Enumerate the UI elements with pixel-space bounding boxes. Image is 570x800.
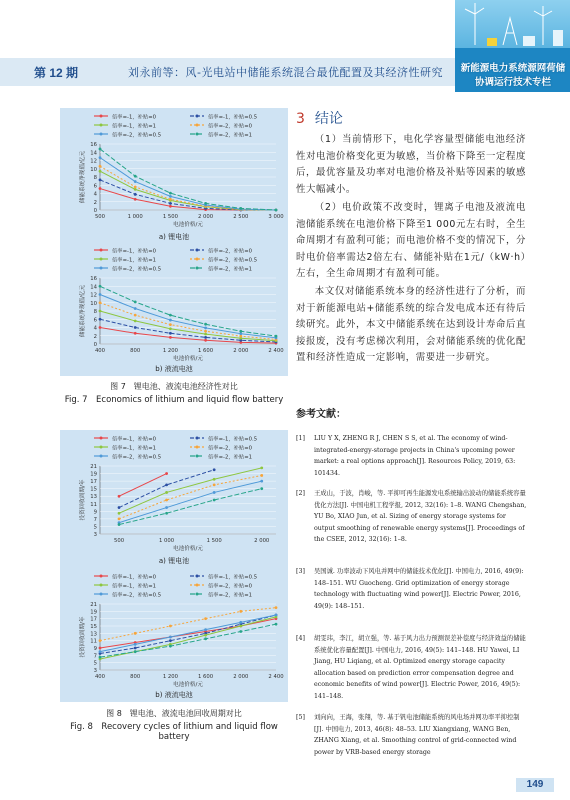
data-point (239, 335, 242, 338)
data-point (204, 327, 207, 330)
data-point (169, 636, 172, 639)
figure7a-label: a) 锂电池 (158, 233, 190, 241)
y-tick-label: 13 (90, 631, 97, 638)
x-tick-label: 400 (94, 348, 106, 354)
data-point (169, 323, 172, 326)
x-tick-label: 500 (94, 214, 106, 220)
y-tick-label: 8 (93, 309, 97, 315)
y-tick-label: 19 (90, 471, 97, 478)
legend-marker (196, 258, 199, 261)
data-point (213, 483, 216, 486)
x-tick-label: 2 500 (233, 214, 249, 220)
y-tick-label: 10 (90, 300, 97, 307)
legend-label: 倍率=-1，补贴=0 (112, 574, 157, 581)
legend-label: 倍率=-1，补贴=1 (112, 583, 157, 590)
paragraph-3: 本文仅对储能系统本身的经济性进行了分析，而对于新能源电站+储能系统的综合发电成本还有待后续研究。此外，本文中储能系统在达到设计寿命后直接报废，没有考虑梯次利用，会对储能系统的优化配置和经济性造成一定影响，需要进一步研究。 (296, 286, 526, 364)
data-point (134, 186, 137, 189)
y-axis-label: 投资回收周期/年 (80, 616, 86, 658)
legend-label: 倍率=-1，补贴=0.5 (208, 436, 258, 443)
data-point (169, 319, 172, 322)
y-tick-label: 21 (90, 464, 97, 470)
legend-label: 倍率=-1，补贴=1 (112, 257, 157, 264)
data-point (134, 175, 137, 178)
legend-marker (196, 267, 199, 270)
data-point (118, 495, 121, 498)
section-heading (296, 108, 343, 128)
x-axis-label: 电池价格/元 (173, 356, 203, 362)
x-tick-label: 800 (130, 348, 141, 354)
data-point (260, 487, 263, 490)
section-title: 结论 (314, 111, 343, 127)
reference-item (296, 566, 528, 612)
x-tick-label: 2 000 (198, 214, 214, 220)
legend-label: 倍率=-1，补贴=1 (112, 123, 157, 130)
legend-marker (100, 267, 103, 270)
y-tick-label: 0 (93, 342, 97, 348)
series-line (100, 286, 276, 336)
x-tick-label: 1 000 (127, 214, 143, 220)
data-point (213, 491, 216, 494)
data-point (99, 148, 102, 151)
data-point (134, 180, 137, 183)
data-point (275, 335, 278, 338)
references-heading: 参考文献： (296, 409, 346, 420)
figure8b-label: b) 液流电池 (155, 691, 193, 699)
x-tick-label: 1 000 (159, 538, 175, 544)
x-tick-label: 500 (113, 538, 125, 544)
data-point (99, 170, 102, 173)
data-point (239, 207, 242, 210)
x-tick-label: 1 600 (198, 348, 214, 354)
data-point (204, 336, 207, 339)
data-point (118, 517, 121, 520)
data-point (99, 318, 102, 321)
data-point (204, 202, 207, 205)
data-point (239, 621, 242, 624)
y-axis-label: 储能系统净现值/亿元 (80, 150, 86, 204)
series-line (119, 475, 262, 518)
legend-marker (100, 446, 103, 449)
legend-marker (196, 249, 199, 252)
data-point (213, 499, 216, 502)
data-point (134, 198, 137, 201)
y-tick-label: 3 (93, 532, 97, 538)
x-tick-label: 3 000 (268, 214, 284, 220)
y-tick-label: 11 (90, 638, 97, 645)
series-line (100, 617, 276, 659)
legend-label: 倍率=-1，补贴=0.5 (208, 114, 258, 121)
data-point (165, 512, 168, 515)
legend-label: 倍率=-2，补贴=0.5 (208, 257, 258, 264)
y-tick-label: 5 (93, 660, 97, 667)
figure8a-label: a) 锂电池 (158, 557, 190, 565)
legend-marker (100, 584, 103, 587)
legend-label: 倍率=-2，补贴=0.5 (112, 266, 162, 273)
y-tick-label: 21 (90, 602, 97, 608)
legend-marker (100, 133, 103, 136)
data-point (260, 480, 263, 483)
data-point (213, 478, 216, 481)
y-tick-label: 14 (90, 150, 97, 157)
data-point (239, 625, 242, 628)
reference-number: [3] (296, 568, 305, 575)
figure8-panel (60, 430, 288, 702)
legend-marker (100, 115, 103, 118)
x-tick-label: 2 000 (254, 538, 270, 544)
data-point (275, 209, 278, 212)
paragraph-2: （2）电价政策不改变时，锂离子电池及液流电池储能系统在电池价格下降至1 000元左右时，全生命周期才有盈利可能；而电池价格不变的情况下，分时电价倍率需达2倍左右、储能补贴在1元/（kW·h）左右，全生命周期才有盈利可能。 (296, 202, 526, 280)
data-point (99, 285, 102, 288)
data-point (134, 193, 137, 196)
data-point (134, 650, 137, 653)
legend-label: 倍率=-2，补贴=0 (208, 123, 253, 130)
data-point (260, 466, 263, 469)
legend-label: 倍率=-1，补贴=0 (112, 436, 157, 443)
legend-label: 倍率=-2，补贴=0.5 (112, 132, 162, 139)
data-point (99, 647, 102, 650)
figure7b-chart (60, 242, 288, 372)
data-point (134, 643, 137, 646)
data-point (118, 512, 121, 515)
legend-label: 倍率=-2，补贴=1 (208, 454, 253, 461)
reference-number: [1] (296, 435, 305, 442)
x-axis-label: 电池价格/元 (173, 222, 203, 228)
x-axis-label: 电池价格/元 (173, 546, 203, 552)
data-point (165, 491, 168, 494)
x-axis-label: 电池价格/元 (173, 682, 203, 688)
data-point (99, 650, 102, 653)
data-point (134, 307, 137, 310)
data-point (99, 187, 102, 190)
data-point (99, 310, 102, 313)
y-tick-label: 13 (90, 494, 97, 501)
data-point (118, 523, 121, 526)
data-point (134, 188, 137, 191)
legend-marker (100, 437, 103, 440)
x-tick-label: 2 000 (233, 348, 249, 354)
legend-label: 倍率=-2，补贴=0.5 (112, 592, 162, 599)
data-point (239, 330, 242, 333)
y-axis-label: 投资回收周期/年 (80, 479, 86, 521)
y-tick-label: 2 (93, 333, 97, 340)
y-tick-label: 4 (93, 191, 97, 198)
data-point (169, 205, 172, 208)
legend-label: 倍率=-1，补贴=0 (112, 248, 157, 255)
data-point (134, 647, 137, 650)
data-point (99, 301, 102, 304)
data-point (99, 165, 102, 168)
reference-text: LIU Y X, ZHENG R J, CHEN S S, et al. The economy of wind-integrated-energy-storage projects in China's upcoming power market: a real options approach[J]. Resources Policy, 2019, 63: 101434. (314, 435, 516, 477)
legend-marker (100, 575, 103, 578)
legend-marker (196, 593, 199, 596)
data-point (213, 468, 216, 471)
series-line (119, 474, 167, 497)
legend-marker (196, 115, 199, 118)
data-point (134, 320, 137, 323)
y-tick-label: 7 (93, 516, 97, 523)
data-point (99, 293, 102, 296)
data-point (275, 614, 278, 617)
y-tick-label: 6 (93, 317, 97, 324)
data-point (204, 637, 207, 640)
figure7a-chart (60, 108, 288, 238)
data-point (204, 323, 207, 326)
figure8a-chart (60, 430, 288, 562)
data-point (99, 656, 102, 659)
x-tick-label: 2 000 (233, 674, 249, 680)
figure7-caption-cn: 图 7 锂电池、液流电池经济性对比 (110, 382, 238, 391)
data-point (134, 314, 137, 317)
reference-number: [4] (296, 635, 305, 642)
data-point (204, 339, 207, 342)
y-tick-label: 15 (90, 624, 97, 630)
figure8-caption-cn: 图 8 锂电池、液流电池回收周期对比 (106, 709, 242, 718)
data-point (204, 634, 207, 637)
data-point (169, 192, 172, 195)
y-tick-label: 4 (93, 325, 97, 332)
data-point (134, 301, 137, 304)
data-point (169, 198, 172, 201)
data-point (169, 332, 172, 335)
data-point (169, 645, 172, 648)
reference-item (296, 633, 528, 703)
legend-label: 倍率=-1，补贴=0 (112, 114, 157, 121)
y-tick-label: 11 (90, 501, 97, 508)
column-badge (455, 0, 570, 92)
y-tick-label: 17 (90, 479, 97, 486)
section-number: 3 (296, 111, 305, 127)
data-point (169, 327, 172, 330)
legend-marker (100, 258, 103, 261)
legend-label: 倍率=-1，补贴=0.5 (208, 574, 258, 581)
figure7-panel (60, 108, 288, 376)
legend-marker (100, 124, 103, 127)
figure7-caption-en: Fig. 7 Economics of lithium and liquid flow battery (64, 395, 284, 405)
reference-text: 吴国诚. 功率波动下风电并网中的储能技术优化[J]. 中国电力, 2016, 49(9): 148–151. WU Guocheng. Grid optimization of energy storage technology with fluctuating wind power[J]. Electric Power, 2016, 49(9): 148–151. (314, 568, 524, 610)
legend-label: 倍率=-2，补贴=0.5 (112, 454, 162, 461)
y-tick-label: 7 (93, 653, 97, 660)
y-tick-label: 19 (90, 609, 97, 616)
y-tick-label: 15 (90, 486, 97, 493)
reference-text: 刘向向，王海，张翔，等. 基于钒电池储能系统的风电场并网功率平抑控制[J]. 中国电力, 2013, 46(8): 48–53. LIU Xiangxiang, WANG Ben, ZHANG Xiang, et al. Smoothing control of grid-connected wind power by VRB-based energy storage (314, 714, 520, 756)
data-point (239, 630, 242, 633)
legend-label: 倍率=-2，补贴=0 (208, 248, 253, 255)
legend-marker (196, 455, 199, 458)
y-tick-label: 14 (90, 284, 97, 291)
data-point (204, 617, 207, 620)
page-number: 149 (516, 778, 554, 792)
y-tick-label: 16 (90, 142, 97, 148)
legend-marker (196, 133, 199, 136)
issue-number: 第 12 期 (34, 66, 79, 80)
reference-item (296, 433, 528, 479)
y-tick-label: 2 (93, 199, 97, 206)
reference-text: 王成山，于波，肖峻，等. 平抑可再生能源发电系统输出波动的储能系统容量优化方法[J]. 中国电机工程学报, 2012, 32(16): 1–8. WANG Chengshan, YU Bo, XIAO Jun, et al. Sizing of energy storage systems for output smoothing of renewable energy systems[J]. Proceedings of the CSEE, 2012, 32(16): 1–8. (314, 490, 527, 544)
legend-marker (100, 593, 103, 596)
legend-marker (196, 584, 199, 587)
reference-number: [5] (296, 714, 305, 721)
y-tick-label: 17 (90, 616, 97, 623)
x-tick-label: 1 200 (162, 348, 178, 354)
data-point (204, 628, 207, 631)
legend-label: 倍率=-2，补贴=1 (208, 132, 253, 139)
paragraph-1: （1）当前情形下，电化学容量型储能电池经济性对电池价格变化更为敏感，当价格下降至一定程度后，最优容量及功率对电池价格及补贴等因素的敏感性大幅减小。 (296, 134, 526, 195)
y-tick-label: 0 (93, 208, 97, 214)
data-point (169, 625, 172, 628)
x-tick-label: 400 (94, 674, 106, 680)
y-tick-label: 10 (90, 166, 97, 173)
y-tick-label: 12 (90, 292, 97, 299)
reference-number: [2] (296, 490, 305, 497)
series-line (119, 489, 262, 525)
badge-line-2: 协调运行技术专栏 (474, 77, 551, 88)
legend-label: 倍率=-2，补贴=1 (208, 592, 253, 599)
series-line (119, 481, 262, 523)
reference-item (296, 488, 528, 546)
badge-line-1: 新能源电力系统源网荷储 (460, 63, 566, 74)
data-point (134, 332, 137, 335)
data-point (169, 314, 172, 317)
x-tick-label: 800 (130, 674, 141, 680)
legend-marker (196, 437, 199, 440)
data-point (99, 156, 102, 159)
data-point (169, 639, 172, 642)
y-tick-label: 8 (93, 175, 97, 181)
legend-marker (196, 124, 199, 127)
data-point (134, 632, 137, 635)
x-tick-label: 2 400 (268, 348, 284, 354)
legend-label: 倍率=-2，补贴=0 (208, 445, 253, 452)
data-point (169, 195, 172, 198)
legend-marker (196, 446, 199, 449)
data-point (165, 499, 168, 502)
data-point (99, 639, 102, 642)
data-point (169, 202, 172, 205)
figure7b-label: b) 液流电池 (155, 365, 193, 373)
x-tick-label: 1 500 (162, 214, 178, 220)
data-point (275, 606, 278, 609)
y-tick-label: 9 (93, 646, 97, 652)
data-point (204, 330, 207, 333)
data-point (275, 623, 278, 626)
data-point (169, 336, 172, 339)
legend-marker (100, 455, 103, 458)
data-point (118, 506, 121, 509)
legend-label: 倍率=-2，补贴=1 (208, 266, 253, 273)
y-axis-label: 储能系统净现值/亿元 (80, 284, 86, 338)
data-point (260, 474, 263, 477)
series-line (100, 303, 276, 340)
y-tick-label: 16 (90, 276, 97, 282)
legend-label: 倍率=-2，补贴=0 (208, 583, 253, 590)
y-tick-label: 9 (93, 509, 97, 516)
data-point (204, 333, 207, 336)
data-point (239, 332, 242, 335)
y-tick-label: 6 (93, 183, 97, 190)
y-tick-label: 12 (90, 158, 97, 165)
legend-label: 倍率=-1，补贴=1 (112, 445, 157, 452)
data-point (165, 483, 168, 486)
running-title: 刘永前等：风-光电站中储能系统混合最优配置及其经济性研究 (128, 66, 443, 79)
figure8b-chart (60, 568, 288, 698)
x-tick-label: 1 600 (198, 674, 214, 680)
legend-marker (100, 249, 103, 252)
data-point (239, 610, 242, 613)
data-point (99, 178, 102, 181)
data-point (134, 326, 137, 329)
y-tick-label: 5 (93, 524, 97, 531)
data-point (99, 326, 102, 329)
series-line (100, 158, 276, 210)
y-tick-label: 3 (93, 668, 97, 674)
x-tick-label: 1 200 (162, 674, 178, 680)
reference-text: 胡雯玮，李江，胡立强，等. 基于风力出力预测误差补偿度与经济效益的储能系统优化容量配置[J]. 中国电力, 2016, 49(5): 141–148. HU Yawei, LI Jiang, HU Liqiang, et al. Optimized energy storage capacity allocation based on prediction error compensation degree and economic benefits of wind power[J]. Electric Power, 2016, 49(5): 141–148. (314, 635, 526, 700)
reference-item (296, 712, 528, 758)
figure8-caption-en: Fig. 8 Recovery cycles of lithium and liquid flow battery (70, 722, 278, 742)
series-line (100, 189, 276, 210)
data-point (165, 472, 168, 475)
legend-marker (196, 575, 199, 578)
x-tick-label: 2 400 (268, 674, 284, 680)
data-point (165, 506, 168, 509)
x-tick-label: 1 500 (206, 538, 222, 544)
